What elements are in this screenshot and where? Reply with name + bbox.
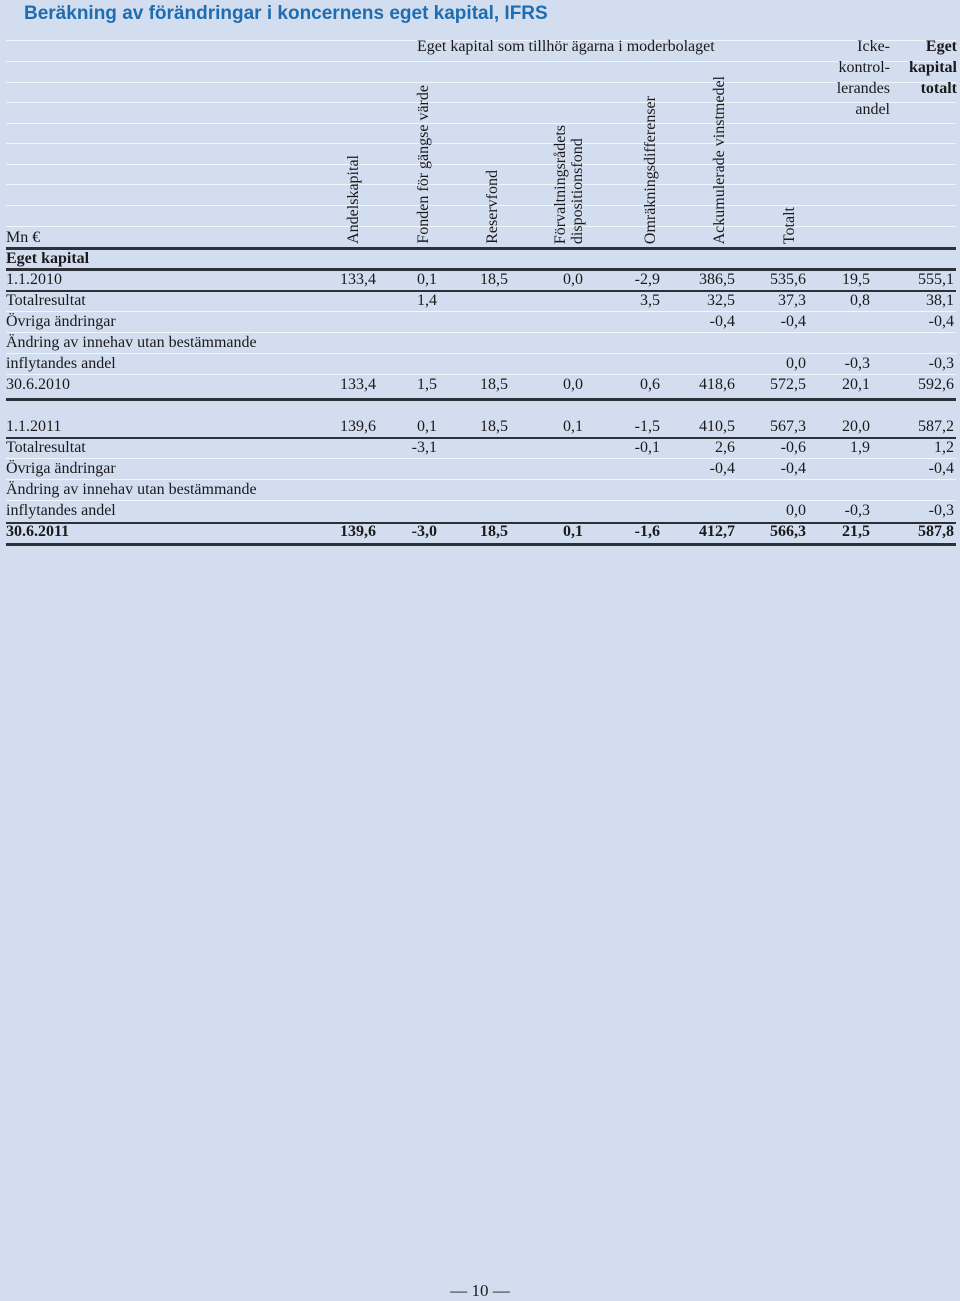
- table-cell: -0,3: [844, 502, 870, 519]
- table-cell: -0,4: [928, 460, 954, 477]
- row-rule: [6, 311, 956, 312]
- page-number: — 10 —: [450, 1281, 510, 1300]
- col-ackumulerade-header: Ackumulerade vinstmedel: [711, 75, 728, 244]
- table-cell: 0,1: [563, 523, 583, 540]
- table-cell: 410,5: [699, 418, 735, 435]
- table-cell: 587,2: [918, 418, 954, 435]
- table-cell: -0,1: [634, 439, 660, 456]
- table-cell: 3,5: [640, 292, 660, 309]
- table-cell: 133,4: [340, 271, 376, 288]
- row-label: 30.6.2010: [6, 376, 70, 393]
- table-cell: -3,0: [411, 523, 437, 540]
- header-rule: [6, 102, 956, 103]
- table-cell: -1,5: [634, 418, 660, 435]
- table-cell: 0,8: [850, 292, 870, 309]
- header-bottom-rule: [6, 247, 956, 250]
- table-cell: 386,5: [699, 271, 735, 288]
- table-cell: 0,0: [786, 502, 806, 519]
- row-label: 1.1.2011: [6, 418, 62, 435]
- row-label: 1.1.2010: [6, 271, 62, 288]
- rule: [6, 398, 956, 401]
- table-cell: 1,2: [934, 439, 954, 456]
- header-group-label: Eget kapital som tillhör ägarna i moderbolaget: [417, 38, 715, 55]
- table-cell: 412,7: [699, 523, 735, 540]
- table-cell: -0,4: [709, 313, 735, 330]
- row-rule: [6, 458, 956, 459]
- table-cell: -1,6: [634, 523, 660, 540]
- table-cell: 535,6: [770, 271, 806, 288]
- header-non-controlling: Icke- kontrol- lerandes andel: [836, 38, 890, 118]
- table-cell: 139,6: [340, 418, 376, 435]
- row-label: Ändring av innehav utan bestämmande: [6, 481, 257, 498]
- table-cell: 32,5: [707, 292, 735, 309]
- table-cell: 0,6: [640, 376, 660, 393]
- table-cell: 21,5: [842, 523, 870, 540]
- table-cell: 18,5: [480, 418, 508, 435]
- header-rule: [6, 123, 956, 124]
- table-cell: -0,4: [709, 460, 735, 477]
- col-fonden-header: Fonden för gängse värde: [415, 85, 432, 244]
- rule: [6, 290, 956, 292]
- row-label: Övriga ändringar: [6, 460, 116, 477]
- table-cell: 2,6: [715, 439, 735, 456]
- table-cell: -0,3: [844, 355, 870, 372]
- table-cell: -0,3: [928, 502, 954, 519]
- col-andelskapital-header: Andelskapital: [345, 155, 362, 244]
- header-total-equity: Eget kapital totalt: [908, 38, 957, 97]
- unit-label: Mn €: [6, 229, 41, 246]
- row-label: Totalresultat: [6, 439, 86, 456]
- table-cell: 567,3: [770, 418, 806, 435]
- table-cell: 20,0: [842, 418, 870, 435]
- table-cell: 1,4: [417, 292, 437, 309]
- header-rule: [6, 226, 956, 227]
- table-cell: 18,5: [480, 523, 508, 540]
- table-cell: 587,8: [918, 523, 954, 540]
- row-label: Ändring av innehav utan bestämmande: [6, 334, 257, 351]
- col-omrakningsdifferenser-header: Omräkningsdifferenser: [642, 95, 659, 244]
- table-cell: 566,3: [770, 523, 806, 540]
- table-cell: 592,6: [918, 376, 954, 393]
- row-rule: [6, 353, 956, 354]
- header-rule: [6, 143, 956, 144]
- col-reservfond-header: Reservfond: [484, 170, 501, 244]
- table-cell: -2,9: [634, 271, 660, 288]
- table-cell: 0,0: [563, 376, 583, 393]
- row-rule: [6, 332, 956, 333]
- table-cell: -0,6: [780, 439, 806, 456]
- row-label: Övriga ändringar: [6, 313, 116, 330]
- col-totalt-header: Totalt: [781, 206, 798, 244]
- page-title: Beräkning av förändringar i koncernens eget kapital, IFRS: [24, 3, 548, 24]
- row-rule: [6, 479, 956, 480]
- table-cell: 20,1: [842, 376, 870, 393]
- row-rule: [6, 500, 956, 501]
- table-cell: -0,4: [928, 313, 954, 330]
- table-cell: 0,1: [563, 418, 583, 435]
- table-cell: 1,9: [850, 439, 870, 456]
- table-cell: 37,3: [778, 292, 806, 309]
- table-cell: 133,4: [340, 376, 376, 393]
- table-cell: 418,6: [699, 376, 735, 393]
- col-forvaltningsradets-header: Förvaltningsrådets dispositionsfond: [552, 124, 586, 244]
- header-rule: [6, 205, 956, 206]
- table-cell: 0,1: [417, 418, 437, 435]
- row-label: 30.6.2011: [6, 523, 70, 540]
- header-rule: [6, 184, 956, 185]
- row-label: inflytandes andel: [6, 355, 116, 372]
- table-cell: -3,1: [411, 439, 437, 456]
- table-cell: 1,5: [417, 376, 437, 393]
- table-cell: 38,1: [926, 292, 954, 309]
- rule: [6, 437, 956, 439]
- table-cell: 0,0: [563, 271, 583, 288]
- row-label: inflytandes andel: [6, 502, 116, 519]
- row-label: Totalresultat: [6, 292, 86, 309]
- header-rule: [6, 164, 956, 165]
- section-label: Eget kapital: [6, 250, 90, 267]
- table-cell: 0,0: [786, 355, 806, 372]
- table-cell: 19,5: [842, 271, 870, 288]
- table-cell: 18,5: [480, 271, 508, 288]
- rule: [6, 543, 956, 546]
- table-cell: -0,3: [928, 355, 954, 372]
- table-cell: 139,6: [340, 523, 376, 540]
- table-cell: -0,4: [780, 460, 806, 477]
- table-cell: 18,5: [480, 376, 508, 393]
- table-cell: 0,1: [417, 271, 437, 288]
- header-rule: [6, 61, 956, 62]
- table-cell: -0,4: [780, 313, 806, 330]
- table-cell: 555,1: [918, 271, 954, 288]
- header-rule: [6, 82, 956, 83]
- row-rule: [6, 374, 956, 375]
- table-cell: 572,5: [770, 376, 806, 393]
